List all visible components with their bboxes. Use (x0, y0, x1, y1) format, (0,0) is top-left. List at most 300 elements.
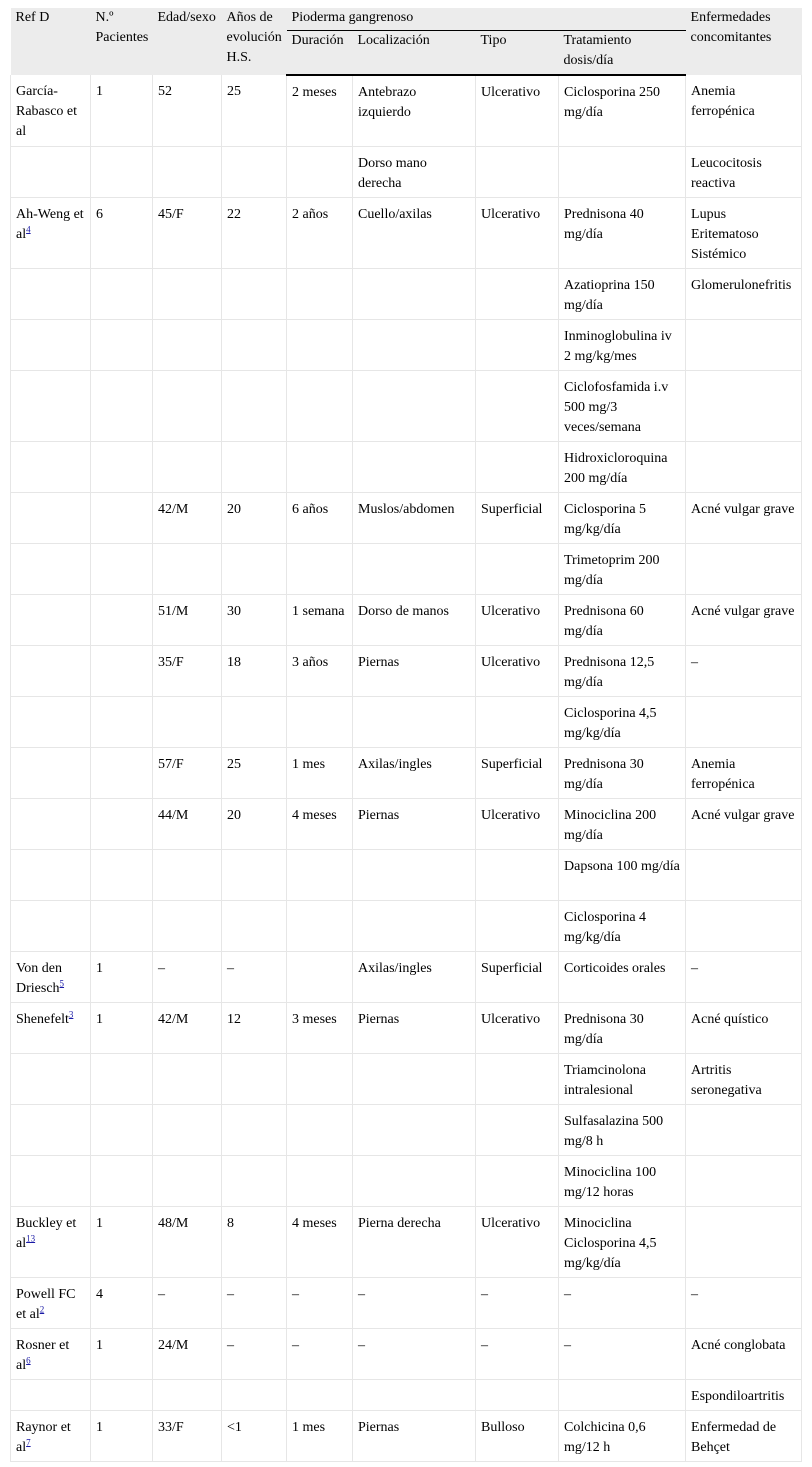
table-row (11, 1206, 802, 1277)
cell-edad-sexo (153, 75, 222, 146)
cell-duracion (287, 645, 353, 696)
table-row (11, 747, 802, 798)
cell-edad-sexo (153, 1206, 222, 1277)
table-row (11, 696, 802, 747)
cell-enfermedades-text: Espondiloartritis (691, 1388, 785, 1404)
cell-localizacion (353, 1410, 476, 1461)
cell-anos-evolucion (222, 1379, 287, 1410)
table-row (11, 1155, 802, 1206)
cell-tipo (476, 1053, 559, 1104)
cell-n-pacientes (91, 268, 153, 319)
cell-n-pacientes (91, 1277, 153, 1328)
cell-localizacion (353, 146, 476, 197)
cell-anos-evolucion (222, 370, 287, 441)
cell-enfermedades-text: – (691, 1286, 699, 1302)
cell-localizacion-text: Dorso mano derecha (358, 155, 427, 191)
cell-n-pacientes-text: 1 (96, 1419, 103, 1435)
cell-tratamiento-text: Ciclosporina 4,5 mg/kg/día (564, 705, 657, 741)
cell-tipo (476, 75, 559, 146)
header-edad-sexo: Edad/sexo (153, 8, 222, 75)
cell-localizacion (353, 370, 476, 441)
cell-duracion (287, 951, 353, 1002)
cell-anos-evolucion-text: 25 (227, 756, 241, 772)
cell-ref (11, 146, 91, 197)
cell-tipo (476, 594, 559, 645)
cell-localizacion (353, 441, 476, 492)
cell-edad-sexo (153, 146, 222, 197)
cell-anos-evolucion (222, 543, 287, 594)
cell-edad-sexo (153, 696, 222, 747)
cell-duracion-text: 2 años (292, 206, 329, 222)
cell-n-pacientes-text: 1 (96, 1337, 103, 1353)
cell-n-pacientes (91, 1155, 153, 1206)
cell-tipo (476, 492, 559, 543)
reference-link[interactable]: 13 (26, 1232, 36, 1243)
cell-ref (11, 268, 91, 319)
cell-tratamiento (559, 696, 686, 747)
cell-n-pacientes (91, 900, 153, 951)
cell-duracion (287, 146, 353, 197)
cell-tratamiento (559, 900, 686, 951)
header-enfermedades: Enfermedades concomitantes (686, 8, 802, 75)
cell-duracion (287, 319, 353, 370)
cell-duracion (287, 1104, 353, 1155)
cell-edad-sexo (153, 370, 222, 441)
cell-tratamiento-text: Inminoglobulina iv 2 mg/kg/mes (564, 328, 672, 364)
cell-localizacion-text: Axilas/ingles (358, 960, 432, 976)
cell-localizacion-text: Cuello/axilas (358, 206, 432, 222)
cell-anos-evolucion (222, 798, 287, 849)
cell-enfermedades (686, 197, 802, 268)
cell-tipo (476, 1104, 559, 1155)
table-row (11, 441, 802, 492)
cell-tipo-text: Superficial (481, 756, 543, 772)
cell-localizacion-text: Piernas (358, 1419, 400, 1435)
cell-ref (11, 900, 91, 951)
table-row (11, 1277, 802, 1328)
cell-duracion (287, 594, 353, 645)
cell-duracion-text: 1 semana (292, 603, 345, 619)
cell-edad-sexo-text: 33/F (158, 1419, 184, 1435)
cell-n-pacientes-text: 1 (96, 84, 103, 99)
cell-ref (11, 645, 91, 696)
cell-duracion (287, 441, 353, 492)
cell-edad-sexo (153, 492, 222, 543)
cell-tipo-text: – (481, 1286, 488, 1302)
cell-tratamiento-text: Prednisona 12,5 mg/día (564, 654, 655, 690)
cell-duracion (287, 370, 353, 441)
cell-enfermedades (686, 75, 802, 146)
pyoderma-cases-table (10, 8, 802, 1462)
cell-enfermedades-text: Enfermedad de Behçet (691, 1419, 777, 1455)
table-header (11, 8, 802, 75)
cell-tratamiento-text: – (564, 1286, 571, 1302)
cell-enfermedades (686, 798, 802, 849)
cell-enfermedades (686, 1002, 802, 1053)
cell-n-pacientes (91, 747, 153, 798)
cell-anos-evolucion (222, 1410, 287, 1461)
cell-enfermedades (686, 1277, 802, 1328)
table-row (11, 370, 802, 441)
cell-tipo-text: Ulcerativo (481, 1215, 541, 1231)
cell-localizacion (353, 1104, 476, 1155)
cell-anos-evolucion (222, 1002, 287, 1053)
cell-enfermedades (686, 441, 802, 492)
cell-tipo (476, 900, 559, 951)
cell-anos-evolucion (222, 1206, 287, 1277)
reference-link[interactable]: 4 (26, 223, 31, 234)
cell-ref-text: Powell FC et al (16, 1286, 76, 1322)
cell-duracion (287, 1379, 353, 1410)
table-row (11, 798, 802, 849)
cell-enfermedades-text: Lupus Eritematoso Sistémico (691, 206, 759, 262)
cell-ref (11, 441, 91, 492)
cell-n-pacientes (91, 1206, 153, 1277)
table-row (11, 951, 802, 1002)
table-row (11, 1053, 802, 1104)
cell-tratamiento-text: – (564, 1337, 571, 1353)
cell-edad-sexo-text: 42/M (158, 501, 189, 517)
header-n-pacientes (91, 8, 153, 75)
cell-ref (11, 594, 91, 645)
reference-link[interactable]: 2 (39, 1303, 45, 1314)
cell-n-pacientes (91, 441, 153, 492)
cell-anos-evolucion-text: <1 (227, 1419, 242, 1435)
header-n-pacientes-label: N.º Pacientes (95, 10, 149, 45)
cell-duracion-text: 4 meses (292, 807, 337, 823)
cell-anos-evolucion-text: 20 (227, 501, 241, 517)
cell-tratamiento-text: Prednisona 40 mg/día (564, 206, 644, 242)
cell-duracion-text: 2 meses (292, 85, 337, 100)
cell-localizacion (353, 319, 476, 370)
cell-enfermedades (686, 543, 802, 594)
reference-link[interactable]: 6 (26, 1354, 31, 1365)
cell-n-pacientes-text: 1 (96, 1011, 103, 1027)
cell-tratamiento (559, 951, 686, 1002)
cell-anos-evolucion (222, 645, 287, 696)
cell-enfermedades-text: Anemia ferropénica (691, 84, 755, 119)
cell-tratamiento-text: Prednisona 30 mg/día (564, 756, 644, 792)
cell-ref-text: Rosner et al (16, 1337, 70, 1373)
cell-tipo-text: Bulloso (481, 1419, 525, 1435)
cell-edad-sexo-text: 42/M (158, 1011, 189, 1027)
cell-edad-sexo-text: 52 (158, 84, 172, 99)
cell-ref (11, 197, 91, 268)
cell-ref (11, 747, 91, 798)
cell-ref (11, 1328, 91, 1379)
cell-anos-evolucion-text: 12 (227, 1011, 241, 1027)
cell-anos-evolucion (222, 197, 287, 268)
cell-anos-evolucion-text: 8 (227, 1215, 234, 1231)
cell-n-pacientes (91, 696, 153, 747)
cell-edad-sexo (153, 319, 222, 370)
cell-anos-evolucion (222, 594, 287, 645)
cell-anos-evolucion (222, 146, 287, 197)
cell-tipo (476, 370, 559, 441)
cell-localizacion-text: – (358, 1337, 365, 1353)
cell-tipo (476, 319, 559, 370)
cell-tratamiento (559, 75, 686, 146)
cell-enfermedades (686, 1206, 802, 1277)
cell-n-pacientes (91, 1002, 153, 1053)
cell-n-pacientes-text: 6 (96, 206, 103, 222)
cell-localizacion (353, 268, 476, 319)
cell-duracion (287, 747, 353, 798)
cell-enfermedades (686, 268, 802, 319)
cell-enfermedades-text: Anemia ferropénica (691, 756, 755, 792)
cell-tratamiento (559, 370, 686, 441)
cell-tratamiento (559, 1379, 686, 1410)
cell-tratamiento (559, 1053, 686, 1104)
cell-edad-sexo (153, 1379, 222, 1410)
cell-edad-sexo (153, 1053, 222, 1104)
cell-edad-sexo (153, 197, 222, 268)
cell-edad-sexo (153, 1328, 222, 1379)
cell-tratamiento-text: Sulfasalazina 500 mg/8 h (564, 1113, 664, 1149)
cell-duracion (287, 1053, 353, 1104)
cell-n-pacientes (91, 645, 153, 696)
table-row (11, 849, 802, 900)
cell-duracion-text: 3 meses (292, 1011, 337, 1027)
cell-edad-sexo (153, 1155, 222, 1206)
cell-tratamiento (559, 1410, 686, 1461)
table-row (11, 900, 802, 951)
cell-duracion (287, 1206, 353, 1277)
cell-anos-evolucion (222, 441, 287, 492)
table-row (11, 492, 802, 543)
table-row (11, 543, 802, 594)
cell-n-pacientes (91, 319, 153, 370)
cell-tratamiento-text: Prednisona 30 mg/día (564, 1011, 644, 1047)
cell-enfermedades (686, 1155, 802, 1206)
cell-localizacion (353, 1206, 476, 1277)
cell-duracion-text: – (292, 1337, 299, 1353)
cell-tipo (476, 849, 559, 900)
cell-duracion (287, 1155, 353, 1206)
cell-tipo-text: Ulcerativo (481, 603, 541, 619)
cell-n-pacientes-text: 1 (96, 960, 103, 976)
cell-enfermedades (686, 696, 802, 747)
cell-anos-evolucion-text: 20 (227, 807, 241, 823)
cell-n-pacientes (91, 798, 153, 849)
cell-localizacion-text: Piernas (358, 654, 400, 670)
cell-localizacion (353, 798, 476, 849)
cell-tratamiento-text: Dapsona 100 mg/día (564, 858, 680, 874)
cell-enfermedades (686, 146, 802, 197)
cell-anos-evolucion-text: – (227, 960, 234, 976)
cell-tipo (476, 1002, 559, 1053)
cell-anos-evolucion-text: 22 (227, 206, 241, 222)
cell-enfermedades-text: Acné conglobata (691, 1337, 786, 1353)
cell-enfermedades (686, 645, 802, 696)
table-row (11, 1002, 802, 1053)
cell-tratamiento (559, 849, 686, 900)
cell-tipo (476, 146, 559, 197)
cell-tipo-text: Ulcerativo (481, 1011, 541, 1027)
cell-localizacion (353, 75, 476, 146)
cell-tratamiento (559, 543, 686, 594)
cell-tratamiento-text: Ciclofosfamida i.v 500 mg/3 veces/semana (564, 379, 669, 435)
cell-enfermedades (686, 1053, 802, 1104)
cell-duracion-text: 6 años (292, 501, 329, 517)
cell-duracion (287, 543, 353, 594)
cell-tratamiento (559, 197, 686, 268)
cell-edad-sexo-text: – (158, 1286, 165, 1302)
reference-link[interactable]: 7 (26, 1436, 31, 1447)
cell-duracion (287, 1277, 353, 1328)
cell-tratamiento-text: Ciclosporina 4 mg/kg/día (564, 909, 647, 945)
cell-localizacion (353, 197, 476, 268)
cell-duracion (287, 1328, 353, 1379)
cell-localizacion (353, 747, 476, 798)
cell-localizacion-text: Piernas (358, 1011, 400, 1027)
cell-edad-sexo (153, 951, 222, 1002)
cell-n-pacientes (91, 146, 153, 197)
cell-tipo (476, 1155, 559, 1206)
cell-edad-sexo-text: 51/M (158, 603, 189, 619)
cell-edad-sexo (153, 1277, 222, 1328)
cell-tratamiento (559, 1206, 686, 1277)
reference-link[interactable]: 3 (68, 1008, 74, 1019)
table-row (11, 645, 802, 696)
cell-ref-text: Raynor et al (16, 1419, 71, 1455)
cell-localizacion (353, 645, 476, 696)
cell-enfermedades (686, 1410, 802, 1461)
cell-enfermedades-text: – (691, 960, 699, 976)
cell-tratamiento (559, 492, 686, 543)
cell-edad-sexo (153, 1104, 222, 1155)
cell-enfermedades (686, 594, 802, 645)
cell-tratamiento-text: Prednisona 60 mg/día (564, 603, 644, 639)
cell-tratamiento (559, 1155, 686, 1206)
cell-enfermedades (686, 747, 802, 798)
cell-ref (11, 951, 91, 1002)
header-ref: Ref D (11, 8, 91, 75)
cell-ref (11, 1277, 91, 1328)
cell-tratamiento (559, 319, 686, 370)
cell-tipo-text: Superficial (481, 501, 543, 517)
cell-n-pacientes (91, 594, 153, 645)
cell-tratamiento-text: Minociclina 200 mg/día (564, 807, 657, 843)
cell-localizacion (353, 1155, 476, 1206)
cell-ref (11, 370, 91, 441)
cell-localizacion-text: Muslos/abdomen (358, 501, 455, 517)
cell-tratamiento (559, 645, 686, 696)
cell-anos-evolucion (222, 492, 287, 543)
cell-duracion (287, 197, 353, 268)
cell-ref (11, 1053, 91, 1104)
table-row (11, 197, 802, 268)
cell-duracion-text: 1 mes (292, 1419, 326, 1435)
cell-edad-sexo-text: 48/M (158, 1215, 189, 1231)
cell-anos-evolucion (222, 1155, 287, 1206)
cell-ref (11, 849, 91, 900)
cell-tipo (476, 1410, 559, 1461)
cell-anos-evolucion (222, 1104, 287, 1155)
cell-tratamiento (559, 1002, 686, 1053)
cell-anos-evolucion (222, 319, 287, 370)
cell-enfermedades (686, 1328, 802, 1379)
cell-n-pacientes (91, 1410, 153, 1461)
cell-tratamiento (559, 1104, 686, 1155)
cell-n-pacientes (91, 1379, 153, 1410)
table-row (11, 319, 802, 370)
cell-localizacion (353, 900, 476, 951)
cell-localizacion (353, 492, 476, 543)
cell-tratamiento (559, 441, 686, 492)
cell-ref (11, 75, 91, 146)
table-row (11, 594, 802, 645)
cell-enfermedades-text: Artritis seronegativa (691, 1062, 762, 1098)
cell-enfermedades (686, 849, 802, 900)
cell-ref-text: García-Rabasco et al (16, 84, 78, 139)
cell-edad-sexo (153, 849, 222, 900)
table-row (11, 1410, 802, 1461)
cell-duracion (287, 75, 353, 146)
table-row (11, 1379, 802, 1410)
table-row (11, 75, 802, 146)
cell-anos-evolucion (222, 696, 287, 747)
cell-tratamiento-text: Azatioprina 150 mg/día (564, 277, 655, 313)
cell-n-pacientes (91, 492, 153, 543)
cell-duracion-text: 3 años (292, 654, 329, 670)
cell-anos-evolucion-text: – (227, 1337, 234, 1353)
cell-duracion (287, 900, 353, 951)
cell-tipo (476, 1206, 559, 1277)
cell-n-pacientes-text: 1 (96, 1215, 103, 1231)
cell-enfermedades (686, 951, 802, 1002)
cell-ref (11, 1206, 91, 1277)
cell-tipo-text: Ulcerativo (481, 807, 541, 823)
cell-duracion (287, 849, 353, 900)
cell-tipo (476, 798, 559, 849)
cell-ref (11, 1002, 91, 1053)
cell-tratamiento (559, 1328, 686, 1379)
cell-enfermedades-text: Acné vulgar grave (691, 501, 795, 517)
cell-tipo-text: – (481, 1337, 488, 1353)
cell-tratamiento (559, 798, 686, 849)
cell-edad-sexo-text: 24/M (158, 1337, 189, 1353)
cell-localizacion (353, 594, 476, 645)
cell-anos-evolucion (222, 951, 287, 1002)
cell-n-pacientes (91, 75, 153, 146)
cell-ref-text: Shenefelt (16, 1011, 69, 1027)
cell-anos-evolucion (222, 900, 287, 951)
cell-anos-evolucion-text: 25 (227, 84, 241, 99)
cell-enfermedades (686, 1379, 802, 1410)
table-row (11, 146, 802, 197)
cell-ref (11, 798, 91, 849)
cell-n-pacientes-text: 4 (96, 1286, 103, 1302)
cell-localizacion (353, 1002, 476, 1053)
header-tipo: Tipo (476, 30, 559, 75)
cell-enfermedades-text: Glomerulonefritis (691, 277, 792, 293)
cell-tipo (476, 1379, 559, 1410)
reference-link[interactable]: 5 (59, 977, 65, 988)
cell-tratamiento (559, 268, 686, 319)
cell-tipo (476, 197, 559, 268)
cell-tratamiento-text: Hidroxicloroquina 200 mg/día (564, 450, 668, 486)
cell-tratamiento-text: Corticoides orales (564, 960, 666, 976)
cell-ref-text: Buckley et al (16, 1215, 77, 1251)
cell-tratamiento-text: Ciclosporina 250 mg/día (564, 85, 661, 120)
cell-tratamiento (559, 146, 686, 197)
cell-duracion-text: 1 mes (292, 756, 326, 772)
cell-localizacion-text: Dorso de manos (358, 603, 449, 619)
cell-edad-sexo-text: 44/M (158, 807, 189, 823)
cell-tipo-text: Superficial (481, 960, 543, 976)
cell-n-pacientes (91, 197, 153, 268)
